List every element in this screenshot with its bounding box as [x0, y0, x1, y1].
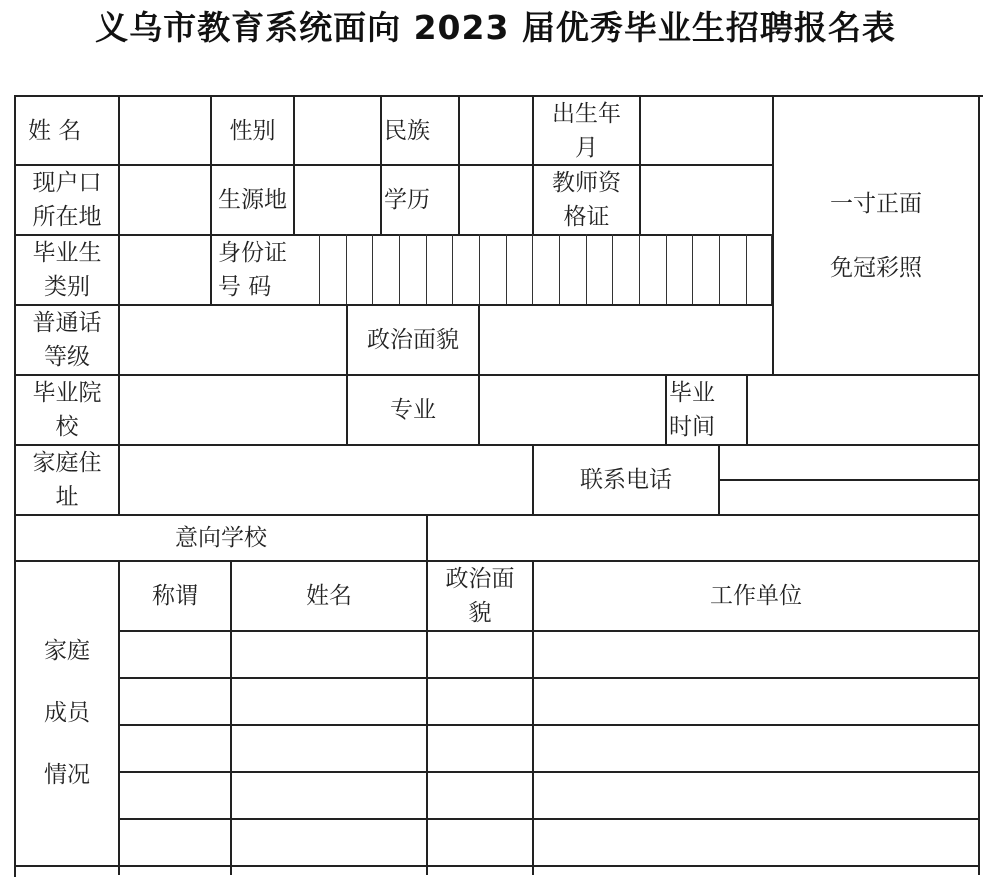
major-label: 专业: [390, 397, 436, 423]
graduation-school-field[interactable]: [120, 376, 346, 444]
home-address-field[interactable]: [120, 446, 532, 514]
family-row-field[interactable]: [120, 632, 230, 677]
column-rule: [978, 95, 980, 875]
id-digit-divider: [346, 234, 347, 304]
id-digit-divider: [639, 234, 640, 304]
id-digit-divider: [319, 234, 320, 304]
family-row-field[interactable]: [534, 632, 978, 677]
graduation-time-field[interactable]: [748, 376, 978, 444]
row-rule: [118, 677, 978, 679]
student-origin-field[interactable]: [295, 166, 380, 234]
id-digit-divider: [586, 234, 587, 304]
photo-placeholder[interactable]: 一寸正面 免冠彩照: [830, 190, 922, 281]
row-rule: [118, 724, 978, 726]
form-title: 义乌市教育系统面向 2023 届优秀毕业生招聘报名表: [95, 8, 896, 47]
student-origin-label: 生源地: [218, 187, 287, 213]
id-digit-divider: [612, 234, 613, 304]
teacher-cert-label: 教师资 格证: [552, 170, 621, 230]
id-digit-divider: [506, 234, 507, 304]
row-rule: [118, 771, 978, 773]
education-field[interactable]: [460, 166, 532, 234]
graduate-type-field[interactable]: [120, 236, 210, 304]
graduate-type-label: 毕业生 类别: [32, 240, 102, 300]
id-digit-divider: [559, 234, 560, 304]
mandarin-level-field[interactable]: [120, 306, 346, 374]
id-number-label: 身份证 号 码: [218, 240, 287, 300]
family-row-field[interactable]: [232, 632, 426, 677]
graduation-time-label: 毕业 时间: [669, 380, 715, 440]
family-row-field[interactable]: [428, 632, 532, 677]
id-digit-divider: [479, 234, 480, 304]
family-header-relation: 称谓: [152, 583, 198, 609]
intended-school-field[interactable]: [428, 516, 978, 560]
contact-phone-label: 联系电话: [580, 467, 672, 493]
major-field[interactable]: [480, 376, 665, 444]
id-digit-divider: [372, 234, 373, 304]
id-digit-divider: [746, 234, 747, 304]
row-rule: [118, 818, 978, 820]
hukou-location-field[interactable]: [120, 166, 210, 234]
intended-school-label: 意向学校: [175, 525, 267, 551]
gender-label: 性别: [229, 117, 276, 144]
id-digit-divider: [666, 234, 667, 304]
id-digit-divider: [719, 234, 720, 304]
id-digit-divider: [452, 234, 453, 304]
family-header-work-unit: 工作单位: [710, 583, 802, 609]
id-digit-divider: [426, 234, 427, 304]
row-rule: [14, 865, 978, 867]
id-digit-divider: [692, 234, 693, 304]
contact-phone-field-2[interactable]: [720, 481, 978, 514]
id-digit-divider: [771, 234, 772, 304]
graduation-school-label: 毕业院 校: [32, 380, 102, 440]
family-header-political-status: 政治面 貌: [445, 566, 515, 626]
contact-phone-field-1[interactable]: [720, 446, 978, 479]
hukou-location-label: 现户口 所在地: [32, 170, 102, 230]
mandarin-level-label: 普通话 等级: [32, 310, 102, 370]
name-field[interactable]: [120, 97, 210, 164]
name-label: 姓 名: [28, 117, 82, 144]
birth-date-field[interactable]: [641, 97, 772, 164]
home-address-label: 家庭住 址: [32, 450, 102, 510]
education-label: 学历: [384, 187, 430, 213]
teacher-cert-field[interactable]: [641, 166, 772, 234]
family-header-name: 姓名: [306, 583, 352, 609]
gender-field[interactable]: [295, 97, 380, 164]
political-status-field[interactable]: [480, 306, 772, 374]
family-members-label: 家庭 成员 情况: [44, 638, 90, 788]
birth-date-label: 出生年 月: [552, 100, 621, 161]
id-digit-divider: [532, 234, 533, 304]
ethnicity-label: 民族: [384, 117, 430, 144]
id-digit-divider: [399, 234, 400, 304]
political-status-label: 政治面貌: [367, 327, 459, 353]
ethnicity-field[interactable]: [460, 97, 532, 164]
